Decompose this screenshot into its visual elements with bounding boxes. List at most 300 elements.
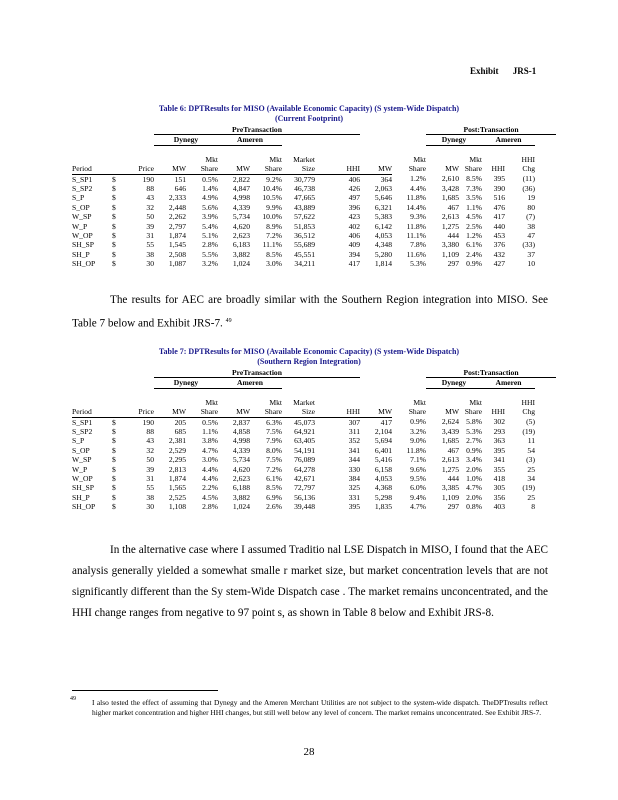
data-cell: 330	[348, 464, 360, 474]
spacer	[112, 368, 122, 378]
spacer	[112, 135, 122, 145]
header-cell: MW	[154, 407, 186, 417]
data-cell: 46,738	[294, 183, 315, 193]
data-cell: 64,921	[294, 426, 315, 436]
table-row	[72, 455, 556, 464]
data-cell: 151	[174, 174, 186, 184]
data-cell: 355	[493, 464, 505, 474]
data-cell: 2,613	[441, 455, 459, 465]
spacer	[282, 378, 426, 388]
data-cell: 2,448	[168, 202, 186, 212]
data-cell: 64,278	[294, 464, 315, 474]
header-top-cell: HHI	[521, 397, 535, 407]
dynegy-label: Dynegy	[426, 378, 482, 388]
ameren-label: Ameren	[218, 135, 282, 145]
data-cell: 4,053	[374, 230, 392, 240]
header-cell: Period	[72, 164, 112, 174]
header-top-row	[72, 398, 556, 407]
data-cell: 7.3%	[466, 183, 482, 193]
table-row	[72, 483, 556, 492]
data-cell: 3.5%	[466, 193, 482, 203]
header-top-cell	[482, 398, 505, 407]
data-cell: 6,321	[374, 202, 392, 212]
table-row	[72, 231, 556, 240]
header-top-cell	[482, 155, 505, 164]
data-cell: 3.2%	[410, 426, 426, 436]
table7-title-line2: (Southern Region Integration)	[257, 357, 361, 366]
header-cell: Share	[250, 164, 282, 174]
data-cell: 9.3%	[410, 212, 426, 222]
data-cell: 3.8%	[202, 436, 218, 446]
spacer	[112, 125, 122, 135]
header-cell: Size	[282, 407, 315, 417]
data-cell: 30	[146, 502, 154, 512]
data-cell: 205	[174, 417, 186, 427]
data-cell: (5)	[526, 417, 535, 427]
data-cell: 395	[493, 174, 505, 184]
data-cell: S_OP	[72, 445, 90, 455]
data-cell: W_P	[72, 464, 88, 474]
data-cell: 2,295	[168, 455, 186, 465]
data-cell: 3.9%	[202, 212, 218, 222]
table6	[72, 125, 556, 269]
post-transaction-label: Post:Transaction	[426, 368, 556, 378]
data-cell: 63,405	[294, 436, 315, 446]
spacer	[72, 145, 112, 154]
table-row	[72, 502, 556, 511]
footnote	[72, 698, 548, 717]
data-cell: 311	[348, 426, 360, 436]
data-cell: 396	[348, 202, 360, 212]
data-cell: 39	[146, 464, 154, 474]
header-top-cell: Mkt	[269, 397, 282, 407]
data-cell: 325	[348, 483, 360, 493]
data-cell: 34	[527, 473, 535, 483]
data-cell: 4.5%	[466, 212, 482, 222]
table-row	[72, 184, 556, 193]
data-cell: 1,685	[441, 436, 459, 446]
header-top-cell: Market	[293, 397, 315, 407]
footnote-number: 49	[70, 696, 76, 702]
paragraph-1-text: The results for AEC are broadly similar with the Southern Region integration into MISO. See Table 7 below and Exhibit JRS-7.	[72, 294, 548, 330]
spacer	[282, 135, 426, 145]
data-cell: 516	[493, 193, 505, 203]
data-cell: 6,158	[374, 464, 392, 474]
data-currency: $	[112, 221, 116, 231]
header-cell: MW	[154, 164, 186, 174]
spacer	[360, 368, 392, 378]
data-cell: 6,142	[374, 221, 392, 231]
spacer	[392, 125, 426, 135]
spacer	[360, 125, 392, 135]
data-cell: SH_SP	[72, 483, 94, 493]
data-cell: 5,646	[374, 193, 392, 203]
data-cell: 39	[146, 221, 154, 231]
table-row	[72, 446, 556, 455]
data-cell: 1,024	[232, 259, 250, 269]
data-cell: 190	[142, 174, 154, 184]
table-row	[72, 193, 556, 202]
spacer	[122, 368, 154, 378]
data-cell: 4.5%	[202, 492, 218, 502]
data-cell: 423	[348, 212, 360, 222]
data-cell: 50	[146, 455, 154, 465]
data-cell: 190	[142, 417, 154, 427]
data-cell: 5.4%	[202, 221, 218, 231]
data-cell: 5.8%	[466, 417, 482, 427]
data-cell: 34,211	[294, 259, 315, 269]
data-currency: $	[112, 464, 116, 474]
data-cell: 2.5%	[466, 221, 482, 231]
data-cell: 7.9%	[266, 436, 282, 446]
data-cell: 43,889	[294, 202, 315, 212]
data-cell: 31	[146, 473, 154, 483]
data-cell: 0.8%	[466, 502, 482, 512]
data-cell: 8.5%	[266, 483, 282, 493]
data-cell: 55	[146, 483, 154, 493]
pre-transaction-label: PreTransaction	[154, 368, 360, 378]
header-cell: Share	[408, 407, 426, 417]
header-top-cell: Mkt	[269, 154, 282, 164]
table-row	[72, 240, 556, 249]
header-top-cell	[72, 398, 112, 407]
header-cell: MW	[445, 407, 459, 417]
footnote-divider	[72, 690, 218, 691]
data-cell: 1,874	[168, 473, 186, 483]
data-cell: 1,835	[374, 502, 392, 512]
data-cell: 32	[146, 445, 154, 455]
data-cell: 307	[348, 417, 360, 427]
data-currency: $	[112, 436, 116, 446]
data-cell: 341	[493, 455, 505, 465]
data-currency: $	[112, 502, 116, 512]
data-cell: 5.6%	[202, 202, 218, 212]
header-cell: MW	[360, 164, 392, 174]
header-top-cell	[122, 155, 154, 164]
data-cell: W_P	[72, 221, 88, 231]
data-cell: 0.9%	[466, 259, 482, 269]
header-cell: Period	[72, 407, 112, 417]
data-cell: 9.4%	[410, 492, 426, 502]
data-cell: 1.0%	[466, 473, 482, 483]
data-cell: 5.1%	[202, 230, 218, 240]
data-cell: 55,689	[294, 240, 315, 250]
exhibit-label: Exhibit JRS-1	[470, 66, 537, 76]
dynegy-label: Dynegy	[154, 378, 218, 388]
data-cell: 297	[447, 502, 459, 512]
data-cell: 1.1%	[466, 202, 482, 212]
header-cell: Chg	[522, 407, 535, 417]
data-currency: $	[112, 183, 116, 193]
spacer	[72, 378, 112, 388]
data-cell: SH_OP	[72, 502, 96, 512]
data-cell: 45,073	[294, 417, 315, 427]
data-cell: 1,275	[441, 464, 459, 474]
data-cell: 54,191	[294, 445, 315, 455]
data-cell: 2,381	[168, 436, 186, 446]
data-cell: 4,847	[232, 183, 250, 193]
data-cell: 9.0%	[410, 436, 426, 446]
data-currency: $	[112, 259, 116, 269]
data-cell: S_SP2	[72, 183, 93, 193]
company-header-row	[72, 135, 556, 145]
header-top-cell	[218, 155, 250, 164]
data-cell: 47,665	[294, 193, 315, 203]
data-cell: 1,874	[168, 230, 186, 240]
data-cell: (19)	[522, 426, 535, 436]
data-cell: 6.9%	[266, 492, 282, 502]
data-cell: 30	[146, 259, 154, 269]
header-top-cell	[122, 398, 154, 407]
data-cell: 1,087	[168, 259, 186, 269]
data-cell: 2.8%	[202, 502, 218, 512]
spacer	[72, 125, 112, 135]
data-cell: 426	[348, 183, 360, 193]
data-cell: 30,779	[294, 174, 315, 184]
data-cell: 88	[146, 183, 154, 193]
data-cell: 2,623	[232, 473, 250, 483]
header-row	[72, 407, 556, 417]
spacer	[72, 388, 112, 397]
data-cell: 5.5%	[202, 249, 218, 259]
data-cell: 6,183	[232, 240, 250, 250]
data-cell: 2.0%	[466, 464, 482, 474]
header-top-cell: Mkt	[469, 397, 482, 407]
header-top-cell	[426, 398, 459, 407]
header-top-currency	[112, 155, 122, 164]
data-cell: 3,882	[232, 492, 250, 502]
data-cell: 2,525	[168, 492, 186, 502]
data-cell: 4.4%	[202, 464, 218, 474]
data-currency: $	[112, 249, 116, 259]
data-cell: 2,104	[374, 426, 392, 436]
data-cell: 467	[447, 202, 459, 212]
data-cell: 2.7%	[466, 436, 482, 446]
data-cell: 39,448	[294, 502, 315, 512]
header-top-row	[72, 155, 556, 164]
data-cell: 417	[493, 212, 505, 222]
data-cell: 50	[146, 212, 154, 222]
table-row	[72, 174, 556, 184]
data-cell: 2,813	[168, 464, 186, 474]
data-cell: 467	[447, 445, 459, 455]
footnote-ref[interactable]: 49	[225, 318, 232, 324]
data-cell: 8.9%	[266, 221, 282, 231]
header-cell: HHI	[491, 164, 505, 174]
header-cell: MW	[445, 164, 459, 174]
spacer	[122, 135, 154, 145]
table7	[72, 368, 556, 512]
data-cell: W_SP	[72, 455, 92, 465]
data-cell: 390	[493, 183, 505, 193]
data-cell: 341	[348, 445, 360, 455]
spacer	[535, 378, 556, 388]
post-transaction-label: Post:Transaction	[426, 125, 556, 135]
data-cell: 2,333	[168, 193, 186, 203]
table-row	[72, 436, 556, 445]
data-currency: $	[112, 473, 116, 483]
data-cell: 4,348	[374, 240, 392, 250]
data-cell: 10.4%	[262, 183, 282, 193]
data-cell: 5,734	[232, 212, 250, 222]
data-cell: 1,109	[441, 492, 459, 502]
data-cell: S_P	[72, 193, 85, 203]
header-currency	[112, 164, 122, 174]
data-currency: $	[112, 193, 116, 203]
data-currency: $	[112, 445, 116, 455]
header-top-cell	[154, 398, 186, 407]
data-cell: 3,385	[441, 483, 459, 493]
group-header-row	[72, 125, 556, 135]
data-cell: 8	[531, 502, 535, 512]
data-cell: 4,620	[232, 464, 250, 474]
table6-title-line2: (Current Footprint)	[274, 114, 344, 123]
data-cell: 427	[493, 259, 505, 269]
data-cell: 2.4%	[466, 249, 482, 259]
header-top-cell	[154, 155, 186, 164]
pre-transaction-label: PreTransaction	[154, 125, 360, 135]
data-cell: 45,551	[294, 249, 315, 259]
header-cell: Share	[464, 164, 482, 174]
header-cell: Chg	[522, 164, 535, 174]
data-cell: 406	[348, 230, 360, 240]
data-currency: $	[112, 492, 116, 502]
header-cell: Price	[122, 407, 154, 417]
table-row	[72, 222, 556, 231]
table6-title-line1: Table 6: DPTResults for MISO (Available Economic Capacity) (S ystem-Wide Dispatch)	[158, 104, 460, 113]
data-cell: 2,837	[232, 417, 250, 427]
data-cell: 352	[348, 436, 360, 446]
data-cell: 376	[493, 240, 505, 250]
data-cell: 0.9%	[466, 445, 482, 455]
data-cell: 31	[146, 230, 154, 240]
data-cell: 5,298	[374, 492, 392, 502]
header-cell: Share	[186, 407, 218, 417]
data-cell: 5,383	[374, 212, 392, 222]
data-cell: 54	[527, 445, 535, 455]
data-cell: 25	[527, 492, 535, 502]
ameren-label: Ameren	[218, 378, 282, 388]
spacer	[72, 135, 112, 145]
data-cell: 10.0%	[262, 212, 282, 222]
company-header-row	[72, 378, 556, 388]
data-cell: 11.1%	[406, 230, 426, 240]
table-row	[72, 465, 556, 474]
data-cell: 11.8%	[406, 193, 426, 203]
data-cell: 11.6%	[406, 249, 426, 259]
data-cell: 6.0%	[410, 483, 426, 493]
data-cell: 453	[493, 230, 505, 240]
table-row	[72, 250, 556, 259]
data-cell: S_SP1	[72, 417, 93, 427]
data-cell: 36,512	[294, 230, 315, 240]
data-cell: 384	[348, 473, 360, 483]
data-cell: 7.5%	[266, 455, 282, 465]
data-cell: 4.7%	[202, 445, 218, 455]
data-cell: 8.0%	[266, 445, 282, 455]
data-cell: 3.4%	[466, 455, 482, 465]
header-top-cell: Mkt	[469, 154, 482, 164]
data-cell: 47	[527, 230, 535, 240]
data-cell: 409	[348, 240, 360, 250]
data-currency: $	[112, 426, 116, 436]
data-cell: 2.6%	[266, 502, 282, 512]
data-currency: $	[112, 240, 116, 250]
data-cell: 4,620	[232, 221, 250, 231]
data-cell: SH_P	[72, 249, 90, 259]
page-number: 28	[303, 746, 315, 758]
data-cell: 2,262	[168, 212, 186, 222]
data-cell: 37	[527, 249, 535, 259]
data-cell: 3,439	[441, 426, 459, 436]
data-cell: 11.1%	[262, 240, 282, 250]
data-cell: 25	[527, 464, 535, 474]
data-cell: 395	[493, 445, 505, 455]
data-cell: 3,428	[441, 183, 459, 193]
data-cell: 7.2%	[266, 464, 282, 474]
data-cell: 2,797	[168, 221, 186, 231]
header-cell: Price	[122, 164, 154, 174]
data-cell: 444	[447, 473, 459, 483]
data-cell: 402	[348, 221, 360, 231]
data-cell: 55	[146, 240, 154, 250]
header-cell: HHI	[491, 407, 505, 417]
data-cell: 4,368	[374, 483, 392, 493]
data-cell: 7.1%	[410, 455, 426, 465]
data-cell: 5,416	[374, 455, 392, 465]
data-cell: 38	[527, 221, 535, 231]
data-cell: 417	[380, 417, 392, 427]
footnote-text: I also tested the effect of assuming that Dynegy and the Ameren Merchant Utilities are not subject to the system-wide dispatch. TheDPTresults reflect higher market concentration and higher HHI changes, but still well below any level of concern. The market remains unconcentrated. See Exhibit JRS-7.	[92, 698, 548, 717]
spacer-row	[72, 145, 556, 154]
header-top-currency	[112, 398, 122, 407]
paragraph-1	[72, 290, 548, 335]
header-top-cell: Mkt	[205, 154, 218, 164]
data-cell: 3.0%	[202, 455, 218, 465]
data-cell: W_SP	[72, 212, 92, 222]
data-cell: 3,380	[441, 240, 459, 250]
header-cell: MW	[218, 407, 250, 417]
data-cell: 302	[493, 417, 505, 427]
data-cell: 43	[146, 436, 154, 446]
data-cell: 2,624	[441, 417, 459, 427]
data-cell: S_P	[72, 436, 85, 446]
data-cell: 14.4%	[406, 202, 426, 212]
data-cell: 2,063	[374, 183, 392, 193]
header-cell: HHI	[315, 164, 360, 174]
data-cell: 10	[527, 259, 535, 269]
data-cell: 297	[447, 259, 459, 269]
header-cell: HHI	[315, 407, 360, 417]
header-top-cell	[315, 398, 360, 407]
spacer	[122, 378, 154, 388]
data-currency: $	[112, 455, 116, 465]
data-cell: 76,089	[294, 455, 315, 465]
data-currency: $	[112, 417, 116, 427]
data-cell: 440	[493, 221, 505, 231]
data-cell: 1,109	[441, 249, 459, 259]
data-cell: 1.4%	[202, 183, 218, 193]
data-cell: 72,797	[294, 483, 315, 493]
data-cell: 2.8%	[202, 240, 218, 250]
data-cell: 1,814	[374, 259, 392, 269]
data-currency: $	[112, 202, 116, 212]
spacer	[112, 378, 122, 388]
table-row	[72, 427, 556, 436]
dynegy-label: Dynegy	[426, 135, 482, 145]
table-row	[72, 474, 556, 483]
data-cell: 5,734	[232, 455, 250, 465]
